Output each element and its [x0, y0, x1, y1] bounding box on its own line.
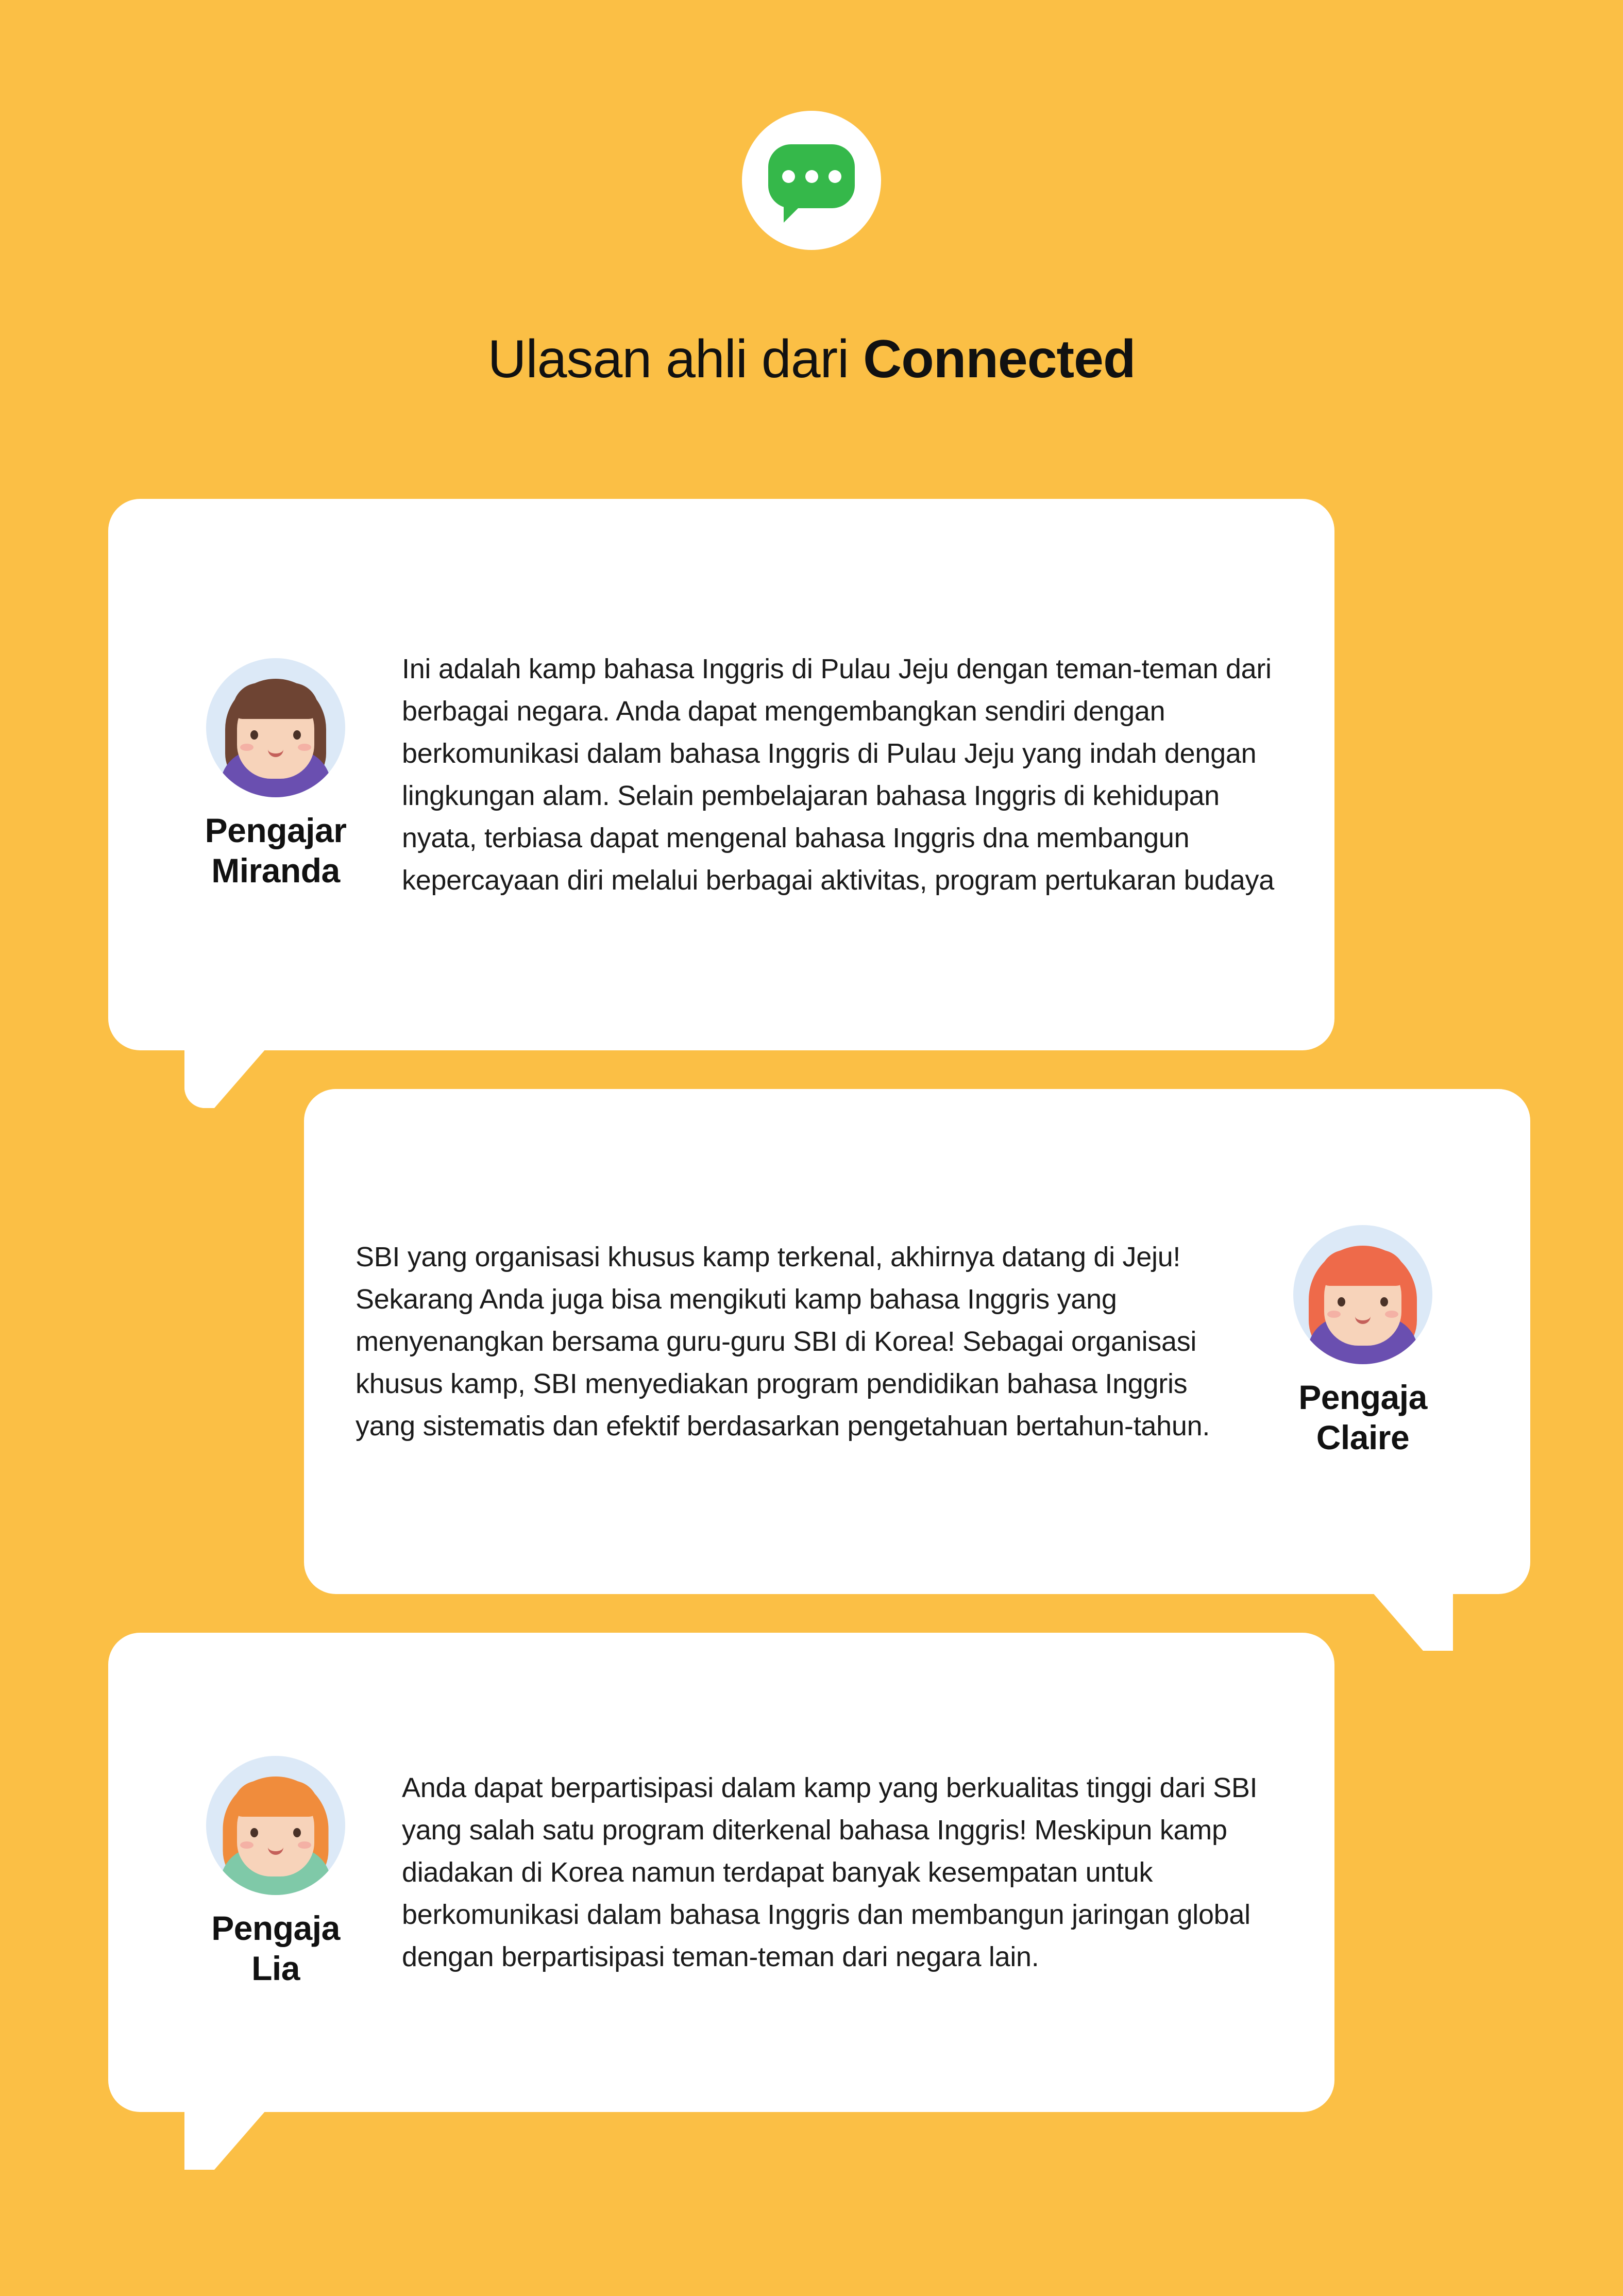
reviewer-3-name [211, 1908, 340, 1989]
reviewer-3-name-line2: Lia [251, 1949, 300, 1987]
reviewer-2 [1242, 1225, 1484, 1458]
avatar-miranda-icon [206, 658, 345, 797]
avatar-lia-icon [206, 1756, 345, 1895]
header-icon-badge [742, 111, 881, 250]
reviewer-2-name-line1: Pengaja [1298, 1378, 1427, 1417]
speech-tail-2 [1372, 1591, 1453, 1651]
avatar-claire-icon [1293, 1225, 1432, 1364]
reviewer-1-name-line2: Miranda [211, 851, 340, 890]
reviewer-3 [155, 1756, 397, 1989]
page-title-plain: Ulasan ahli dari [487, 329, 864, 389]
review-card-2 [304, 1089, 1530, 1594]
reviewer-3-name-line1: Pengaja [211, 1909, 340, 1948]
chat-bubble-icon [768, 144, 855, 216]
reviewer-2-name-line2: Claire [1316, 1418, 1410, 1456]
reviewer-1 [155, 658, 397, 891]
review-3-text: Anda dapat berpartisipasi dalam kamp yang berkualitas tinggi dari SBI yang salah satu program diterkenal bahasa Inggris! Meskipun kamp diadakan di Korea namun terdapat banyak kesempatan untuk berkomunikasi dalam bahasa Inggris dan membangun jaringan global dengan berpartisipasi teman-teman dari negara lain. [402, 1772, 1258, 1973]
page-title [0, 330, 1623, 389]
review-1-text: Ini adalah kamp bahasa Inggris di Pulau Jeju dengan teman-teman dari berbagai negara. Anda dapat mengembangkan sendiri dengan berkomunikasi dalam bahasa Inggris di Pulau Jeju yang indah dengan lingkungan alam. Selain pembelajaran bahasa Inggris di kehidupan nyata, terbiasa dapat mengenal bahasa Inggris dna membangun kepercayaan diri melalui berbagai aktivitas, program pertukaran budaya [402, 653, 1274, 896]
speech-tail-3 [184, 2110, 266, 2170]
page-title-bold: Connected [863, 329, 1136, 389]
review-card-3 [108, 1633, 1334, 2112]
reviewer-1-name [205, 811, 347, 891]
review-2-text: SBI yang organisasi khusus kamp terkenal, akhirnya datang di Jeju! Sekarang Anda juga bisa mengikuti kamp bahasa Inggris yang menyenangkan bersama guru-guru SBI di Korea! Sebagai organisasi khusus kamp, SBI menyediakan program pendidikan bahasa Inggris yang sistematis dan efektif berdasarkan pengetahuan bertahun-tahun. [356, 1241, 1210, 1442]
reviewer-1-name-line1: Pengajar [205, 811, 347, 850]
review-card-1 [108, 499, 1334, 1050]
reviewer-2-name [1298, 1378, 1427, 1458]
speech-tail-1 [184, 1049, 266, 1108]
